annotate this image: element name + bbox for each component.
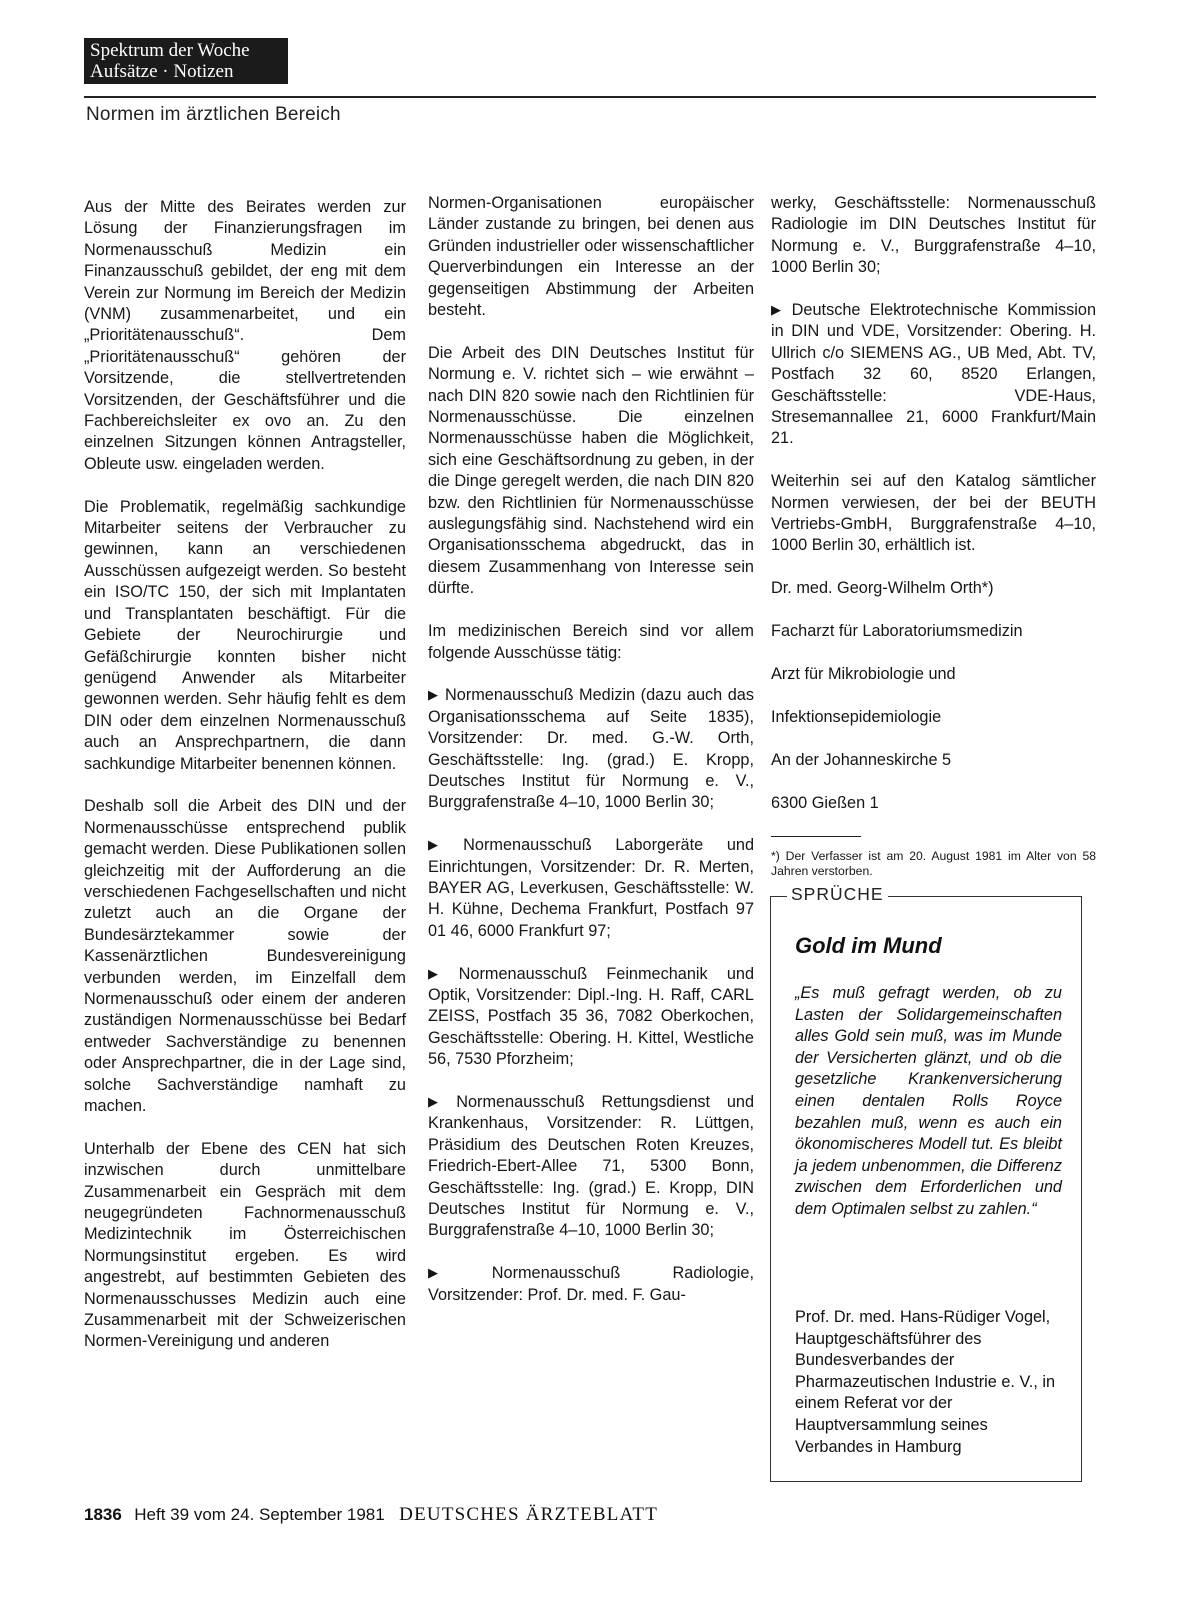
section-tag-line2: Aufsätze · Notizen (90, 61, 234, 82)
quote-text: „Es muß gefragt werden, ob zu Lasten der Solidargemeinschaften alles Gold sein muß, was im Munde der Versicherten glänzt, und ob die gesetzliche Krankenversicherung einen dentalen Rolls Royce bezahlen muß, wenn es auch ein ökonomischeres Modell tut. Es bleibt ja jedem unbenommen, die Differenz zwischen dem Erforderlichen und dem Optimalen selbst zu zahlen.“ (795, 984, 1062, 1218)
bullet-text: Deutsche Elektrotechnische Kommission in DIN und VDE, Vorsitzender: Obering. H. Ullrich c/o SIEMENS AG., UB Med, Abt. TV, Postfach 32 60, 8520 Erlangen, Geschäftsstelle: VDE-Haus, Stresemannallee 21, 6000 Frankfurt/Main 21. (771, 301, 1096, 448)
paragraph: Deshalb soll die Arbeit des DIN und der Normenausschüsse entsprechend publik gemacht werden. Diese Publikationen sollen gleichzeitig mit der Aufforderung an die verschiedenen Fachgesellschaften und nicht zuletzt auch an die Organe der Bundesärztekammer sowie der Kassenärztlichen Bundesvereinigung verbunden werden, im Einzelfall dem Normenausschuß oder einem der anderen zuständigen Normenausschüsse bei Bedarf entweder Sachverständige zu benennen oder Ansprechpartner, die in der Lage sind, solche Sachverständige namhaft zu machen. (84, 797, 406, 1116)
paragraph: Normen-Organisationen europäischer Länder zustande zu bringen, bei denen aus Gründen industrieller oder wissenschaftlicher Querverbindungen ein Interesse an der gegenseitigen Abstimmung der Arbeiten besteht. (428, 194, 754, 320)
bullet-arrow-icon: ▶ (428, 687, 440, 703)
author-line: Facharzt für Laboratoriumsmedizin (771, 622, 1023, 641)
author-line: Infektionsepidemiologie (771, 708, 942, 727)
header-rule (84, 96, 1096, 98)
paragraph: Aus der Mitte des Beirates werden zur Lösung der Finanzierungsfragen im Normenausschuß Medizin ein Finanzausschuß gebildet, der eng mit dem Verein zur Normung im Bereich der Medizin (VNM) zusammenarbeitet, und ein „Prioritätenausschuß“. Dem „Prioritätenausschuß“ gehören der Vorsitzende, die stellvertretenden Vorsitzenden, der Geschäftsführer und die Fachbereichsleiter ex ovo an. Zu den einzelnen Sitzungen können Antragsteller, Obleute usw. eingeladen werden. (84, 198, 406, 473)
bullet-item (428, 835, 754, 942)
bullet-item (428, 1263, 754, 1306)
page-number: 1836 (84, 1505, 122, 1524)
bullet-arrow-icon: ▶ (428, 1093, 451, 1109)
author-line: An der Johanneskirche 5 (771, 751, 952, 770)
bullet-arrow-icon: ▶ (428, 965, 453, 981)
issue-info: Heft 39 vom 24. September 1981 (134, 1505, 385, 1524)
bullet-item (428, 964, 754, 1071)
bullet-text: Normenausschuß Radiologie, Vorsitzender: Prof. Dr. med. F. Gau- (428, 1264, 755, 1304)
paragraph: Unterhalb der Ebene des CEN hat sich inzwischen durch unmittelbare Zusammenarbeit ein Gespräch mit dem neugegründeten Fachnormenausschuß Medizintechnik im Österreichischen Normungsinstitut ergeben. Es wird angestrebt, auf bestimmten Gebieten des Normenausschusses Medizin auch eine Zusammenarbeit mit der Schweizerischen Normen-Vereinigung und anderen (84, 1139, 406, 1351)
author-line: Dr. med. Georg-Wilhelm Orth*) (771, 579, 994, 598)
column-3 (771, 193, 1096, 900)
bullet-arrow-icon: ▶ (428, 837, 458, 853)
bullet-item (428, 685, 754, 813)
bullet-arrow-icon: ▶ (771, 302, 786, 318)
quote-title: Gold im Mund (795, 933, 942, 958)
column-2 (428, 193, 754, 1327)
bullet-arrow-icon: ▶ (428, 1265, 486, 1281)
page-footer (84, 1504, 658, 1526)
paragraph: Die Problematik, regelmäßig sachkundige Mitarbeiter seitens der Verbraucher zu gewinnen, kann an verschiedenen Ausschüssen aufgezeigt werden. So besteht ein ISO/TC 150, der sich mit Implantaten und Transplantaten beschäftigt. Für die Gebiete der Neurochirurgie und Gefäßchirurgie konnten bisher nicht genügend Anwender als Mitarbeiter gewonnen werden. Sehr häufig fehlt es dem DIN oder dem einzelnen Normenausschuß auch an Ansprechpartnern, die dann sachkundige Mitarbeiter benennen können. (84, 497, 406, 773)
bullet-text: Normenausschuß Laborgeräte und Einrichtungen, Vorsitzender: Dr. R. Merten, BAYER AG, Leverkusen, Geschäftsstelle: W. H. Kühne, Dechema Frankfurt, Postfach 97 01 46, 6000 Frankfurt 97; (428, 836, 755, 940)
paragraph: Weiterhin sei auf den Katalog sämtlicher Normen verwiesen, der bei der BEUTH Vertriebs-GmbH, Burggrafenstraße 4–10, 1000 Berlin 30, erhältlich ist. (771, 472, 1096, 555)
footnote: *) Der Verfasser ist am 20. August 1981 im Alter von 58 Jahren verstorben. (771, 849, 1096, 878)
bullet-item (428, 1092, 754, 1242)
author-block (771, 578, 1096, 815)
bullet-text: Normenausschuß Feinmechanik und Optik, Vorsitzender: Dipl.-Ing. H. Raff, CARL ZEISS, Postfach 35 36, 7082 Oberkochen, Geschäftsstelle: Obering. H. Kittel, Westliche 56, 7530 Pforzheim; (428, 964, 755, 1069)
quote-box (770, 884, 1082, 1482)
journal-name: DEUTSCHES ÄRZTEBLATT (399, 1504, 659, 1525)
footnote-rule (771, 836, 861, 837)
author-line: 6300 Gießen 1 (771, 794, 879, 813)
paragraph: Die Arbeit des DIN Deutsches Institut für Normung e. V. richtet sich – wie erwähnt – nach DIN 820 sowie nach den Richtlinien für Normenausschüsse. Die einzelnen Normenausschüsse haben die Möglichkeit, sich eine Geschäftsordnung zu geben, in der die Dinge geregelt werden, die nach DIN 820 bzw. den Richtlinien für Normenausschüsse auslegungsfähig sind. Nachstehend wird ein Organisationsschema abgedruckt, das in diesem Zusammenhang von Interesse sein dürfte. (428, 343, 754, 598)
bullet-item (771, 300, 1096, 450)
column-1 (84, 197, 406, 1374)
bullet-text: Normenausschuß Rettungsdienst und Krankenhaus, Vorsitzender: R. Lüttgen, Präsidium des Deutschen Roten Kreuzes, Friedrich-Ebert-Allee 71, 5300 Bonn, Geschäftsstelle: Ing. (grad.) E. Kropp, DIN Deutsches Institut für Normung e. V., Burggrafenstraße 4–10, 1000 Berlin 30; (428, 1092, 754, 1240)
section-tag-line1: Spektrum der Woche (90, 40, 250, 61)
author-line: Arzt für Mikrobiologie und (771, 665, 956, 684)
paragraph: Im medizinischen Bereich sind vor allem folgende Ausschüsse tätig: (428, 622, 754, 662)
page-title: Normen im ärztlichen Bereich (86, 104, 341, 125)
quote-source: Prof. Dr. med. Hans-Rüdiger Vogel, Hauptgeschäftsführer des Bundesverbandes der Pharmazeutischen Industrie e. V., in einem Referat vor der Hauptversammlung seines Verbandes in Hamburg (795, 1308, 1056, 1456)
quote-box-label: SPRÜCHE (787, 884, 888, 905)
section-tag (84, 38, 288, 84)
paragraph: werky, Geschäftsstelle: Normenausschuß Radiologie im DIN Deutsches Institut für Normung e. V., Burggrafenstraße 4–10, 1000 Berlin 30; (771, 194, 1096, 277)
bullet-text: Normenausschuß Medizin (dazu auch das Organisationsschema auf Seite 1835), Vorsitzender: Dr. med. G.-W. Orth, Geschäftsstelle: Ing. (grad.) E. Kropp, Deutsches Institut für Normung e. V., Burggrafenstraße 4–10, 1000 Berlin 30; (428, 686, 754, 812)
